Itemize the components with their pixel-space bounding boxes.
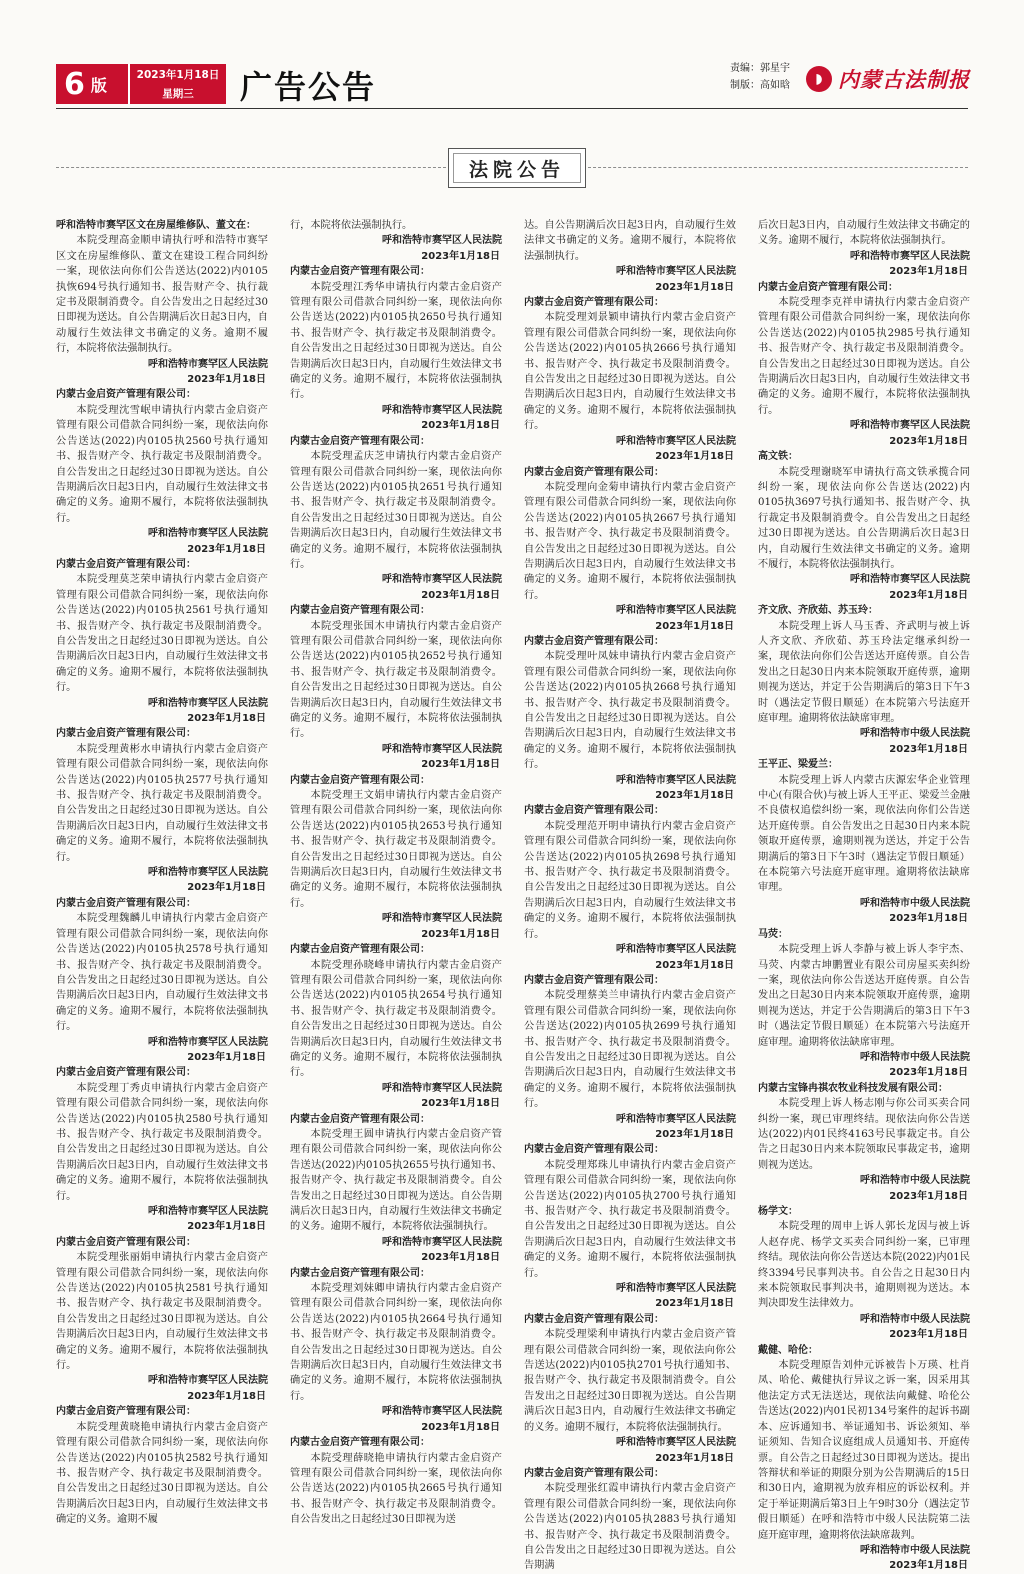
issue-date-box xyxy=(128,64,226,104)
notice-body: 后次日起3日内，自动履行生效法律文书确定的义务。逾期不履行，本院将依法强制执行。 xyxy=(758,220,970,247)
notice-date: 2023年1月18日 xyxy=(655,959,734,971)
notice-addressee: 内蒙古金启资产管理有限公司： xyxy=(290,605,430,617)
notice-addressee: 内蒙古金启资产管理有限公司： xyxy=(290,266,430,278)
notice-court: 呼和浩特市赛罕区人民法院 xyxy=(382,1082,502,1094)
page-number-badge xyxy=(56,64,128,104)
notice-date: 2023年1月18日 xyxy=(889,589,968,601)
notice-court: 呼和浩特市赛罕区人民法院 xyxy=(382,913,502,925)
notice-date: 2023年1月18日 xyxy=(421,759,500,771)
notice-court: 呼和浩特市中级人民法院 xyxy=(860,728,970,740)
notice-addressee: 内蒙古金启资产管理有限公司： xyxy=(524,1467,664,1479)
notice-body: 本院受理叶凤妹申请执行内蒙古金启资产管理有限公司借款合同纠纷一案，现依法向你公告送达(2022)内0105执2668号执行通知书、报告财产令、执行裁定书及限制消费令。自公告发出之日起经过30日即视为送达。自公告期满后次日起3日内，自动履行生效法律文书确定的义务。逾期不履行，本院将依法强制执行。 xyxy=(524,651,736,771)
court-notice xyxy=(290,264,502,433)
notice-addressee: 高文铁： xyxy=(758,451,798,463)
notice-court: 呼和浩特市赛罕区人民法院 xyxy=(382,1406,502,1418)
notice-body: 本院受理张红霞申请执行内蒙古金启资产管理有限公司借款合同纠纷一案，现依法向你公告送达(2022)内0105执2883号执行通知书、报告财产令、执行裁定书及限制消费令。自公告发出之日起经过30日即视为送达。自公告期满 xyxy=(524,1483,736,1572)
notice-court: 呼和浩特市赛罕区人民法院 xyxy=(616,1113,736,1125)
notice-addressee: 内蒙古金启资产管理有限公司： xyxy=(56,1406,196,1418)
court-notice xyxy=(758,449,970,603)
court-notice xyxy=(56,1404,268,1527)
notice-court: 呼和浩特市中级人民法院 xyxy=(860,1313,970,1325)
notice-date: 2023年1月18日 xyxy=(889,1560,968,1572)
notice-court: 呼和浩特市赛罕区人民法院 xyxy=(148,358,268,370)
notice-addressee: 内蒙古金启资产管理有限公司： xyxy=(758,281,898,293)
page-number: 6 xyxy=(64,66,85,102)
newspaper-logo xyxy=(806,62,986,96)
notice-court: 呼和浩特市赛罕区人民法院 xyxy=(382,743,502,755)
notice-court: 呼和浩特市赛罕区人民法院 xyxy=(616,944,736,956)
notice-date: 2023年1月18日 xyxy=(187,713,266,724)
notice-addressee: 内蒙古金启资产管理有限公司： xyxy=(56,1236,196,1248)
notice-date: 2023年1月18日 xyxy=(655,1452,734,1464)
notice-court: 呼和浩特市中级人民法院 xyxy=(860,1544,970,1556)
court-notice xyxy=(758,1081,970,1204)
notice-body: 行，本院将依法强制执行。 xyxy=(290,220,413,231)
court-notice xyxy=(290,942,502,1111)
notice-date: 2023年1月18日 xyxy=(187,1390,266,1402)
notice-date: 2023年1月18日 xyxy=(889,1067,968,1079)
producer-credit: 制版：高如晗 xyxy=(730,80,790,91)
notice-addressee: 内蒙古金启资产管理有限公司： xyxy=(290,435,430,447)
court-notice xyxy=(290,603,502,772)
notice-addressee: 内蒙古金启资产管理有限公司： xyxy=(524,1313,664,1325)
court-notice xyxy=(56,726,268,895)
notice-body: 本院受理王圆申请执行内蒙古金启资产管理有限公司借款合同纠纷一案，现依法向你公告送达(2022)内0105执2655号执行通知书、报告财产令、执行裁定书及限制消费令。自公告发出之日起经过30日即视为送达。自公告期满后次日起3日内，自动履行生效法律文书确定的义务。逾期不履行，本院将依法强制执行。 xyxy=(290,1128,502,1233)
notice-date: 2023年1月18日 xyxy=(655,620,734,632)
issue-date: 2023年1月18日 xyxy=(136,69,220,81)
notice-court: 呼和浩特市中级人民法院 xyxy=(860,897,970,909)
notice-body: 本院受理高金顺申请执行呼和浩特市赛罕区文在房屋维修队、董文在建设工程合同纠纷一案，现依法向你们公告送达(2022)内0105执恢694号执行通知书、报告财产令、执行裁定书及限制消费令。自公告发出之日起经过30日即视为送达。自公告期满后次日起3日内，自动履行生效法律文书确定的义务。逾期不履行，本院将依法强制执行。 xyxy=(56,235,268,355)
court-notice xyxy=(56,896,268,1065)
court-notice xyxy=(290,434,502,603)
notice-court: 呼和浩特市赛罕区人民法院 xyxy=(148,697,268,709)
notice-date: 2023年1月18日 xyxy=(655,1298,734,1310)
notice-court: 呼和浩特市赛罕区人民法院 xyxy=(616,774,736,786)
notice-date: 2023年1月18日 xyxy=(187,882,266,894)
notice-body: 本院受理丁秀贞申请执行内蒙古金启资产管理有限公司借款合同纠纷一案，现依法向你公告送达(2022)内0105执2580号执行通知书、报告财产令、执行裁定书及限制消费令。自公告发出之日起经过30日即视为送达。自公告期满后次日起3日内，自动履行生效法律文书确定的义务。逾期不履行，本院将依法强制执行。 xyxy=(56,1082,268,1202)
notice-addressee: 内蒙古金启资产管理有限公司： xyxy=(290,1267,430,1279)
court-notice xyxy=(758,1343,970,1574)
section-title: 广告公告 xyxy=(240,68,377,106)
column-1 xyxy=(56,218,268,1526)
notice-date: 2023年1月18日 xyxy=(187,1051,266,1063)
banner-divider-left xyxy=(56,167,446,168)
notice-body: 本院受理黄晓艳申请执行内蒙古金启资产管理有限公司借款合同纠纷一案，现依法向你公告送达(2022)内0105执2582号执行通知书、报告财产令、执行裁定书及限制消费令。自公告发出之日起经过30日即视为送达。自公告期满后次日起3日内，自动履行生效法律文书确定的义务。逾期不履 xyxy=(56,1421,268,1526)
court-notice-banner xyxy=(448,148,586,188)
notice-addressee: 内蒙古金启资产管理有限公司： xyxy=(56,389,196,401)
notice-body: 本院受理范开明申请执行内蒙古金启资产管理有限公司借款合同纠纷一案，现依法向你公告送达(2022)内0105执2698号执行通知书、报告财产令、执行裁定书及限制消费令。自公告发出之日起经过30日即视为送达。自公告期满后次日起3日内，自动履行生效法律文书确定的义务。逾期不履行，本院将依法强制执行。 xyxy=(524,820,736,940)
notice-court: 呼和浩特市赛罕区人民法院 xyxy=(382,1236,502,1248)
notice-body: 本院受理江秀华申请执行内蒙古金启资产管理有限公司借款合同纠纷一案，现依法向你公告送达(2022)内0105执2650号执行通知书、报告财产令、执行裁定书及限制消费令。自公告发出之日起经过30日即视为送达。自公告期满后次日起3日内，自动履行生效法律文书确定的义务。逾期不履行，本院将依法强制执行。 xyxy=(290,281,502,401)
banner-title: 法院公告 xyxy=(453,153,581,183)
notice-addressee: 内蒙古金启资产管理有限公司： xyxy=(290,1437,430,1449)
header-rule xyxy=(56,108,968,109)
notice-date: 2023年1月18日 xyxy=(889,1190,968,1202)
court-notice xyxy=(56,557,268,726)
notice-date: 2023年1月18日 xyxy=(889,266,968,278)
court-notice xyxy=(56,1065,268,1234)
court-notice xyxy=(524,295,736,464)
notice-body: 本院受理魏麟儿申请执行内蒙古金启资产管理有限公司借款合同纠纷一案，现依法向你公告送达(2022)内0105执2578号执行通知书、报告财产令、执行裁定书及限制消费令。自公告发出之日起经过30日即视为送达。自公告期满后次日起3日内，自动履行生效法律文书确定的义务。逾期不履行，本院将依法强制执行。 xyxy=(56,913,268,1033)
notice-body: 本院受理莫芝荣申请执行内蒙古金启资产管理有限公司借款合同纠纷一案，现依法向你公告送达(2022)内0105执2561号执行通知书、报告财产令、执行裁定书及限制消费令。自公告发出之日起经过30日即视为送达。自公告期满后次日起3日内，自动履行生效法律文书确定的义务。逾期不履行，本院将依法强制执行。 xyxy=(56,574,268,694)
notice-date: 2023年1月18日 xyxy=(421,1421,500,1433)
notice-body: 本院受理蔡美兰申请执行内蒙古金启资产管理有限公司借款合同纠纷一案，现依法向你公告送达(2022)内0105执2699号执行通知书、报告财产令、执行裁定书及限制消费令。自公告发出之日起经过30日即视为送达。自公告期满后次日起3日内，自动履行生效法律文书确定的义务。逾期不履行，本院将依法强制执行。 xyxy=(524,990,736,1110)
court-notice xyxy=(524,1142,736,1311)
notice-addressee: 内蒙古金启资产管理有限公司： xyxy=(524,297,664,309)
notice-body: 本院受理刘景颖申请执行内蒙古金启资产管理有限公司借款合同纠纷一案，现依法向你公告送达(2022)内0105执2666号执行通知书、报告财产令、执行裁定书及限制消费令。自公告发出之日起经过30日即视为送达。自公告期满后次日起3日内，自动履行生效法律文书确定的义务。逾期不履行，本院将依法强制执行。 xyxy=(524,312,736,432)
notice-body: 本院受理刘妹卿申请执行内蒙古金启资产管理有限公司借款合同纠纷一案，现依法向你公告送达(2022)内0105执2664号执行通知书、报告财产令、执行裁定书及限制消费令。自公告发出之日起经过30日即视为送达。自公告期满后次日起3日内，自动履行生效法律文书确定的义务。逾期不履行，本院将依法强制执行。 xyxy=(290,1283,502,1402)
court-notice xyxy=(758,280,970,449)
court-notice xyxy=(524,973,736,1142)
notice-date: 2023年1月18日 xyxy=(421,1252,500,1264)
notice-addressee: 内蒙古金启资产管理有限公司： xyxy=(524,805,664,817)
notice-addressee: 内蒙古金启资产管理有限公司： xyxy=(290,774,430,786)
court-notice xyxy=(758,603,970,757)
court-notice xyxy=(56,1235,268,1404)
court-notice xyxy=(524,218,736,295)
notice-body: 本院受理上诉人杨志刚与你公司买卖合同纠纷一案，现已审理终结。现依法向你公告送达(2022)内01民终4163号民事裁定书。自公告之日起30日内来本院领取民事裁定书，逾期则视为送达。 xyxy=(758,1098,970,1171)
notice-date: 2023年1月18日 xyxy=(421,589,500,601)
notice-body: 本院受理孟庆芝申请执行内蒙古金启资产管理有限公司借款合同纠纷一案，现依法向你公告送达(2022)内0105执2651号执行通知书、报告财产令、执行裁定书及限制消费令。自公告发出之日起经过30日即视为送达。自公告期满后次日起3日内，自动履行生效法律文书确定的义务。逾期不履行，本院将依法强制执行。 xyxy=(290,451,502,570)
issue-weekday: 星期三 xyxy=(162,88,194,100)
court-notice xyxy=(524,803,736,972)
notice-date: 2023年1月18日 xyxy=(187,1221,266,1233)
notice-date: 2023年1月18日 xyxy=(889,435,968,447)
editor-credit: 责编：郭星宇 xyxy=(730,63,790,74)
notice-court: 呼和浩特市赛罕区人民法院 xyxy=(382,235,502,247)
court-notice xyxy=(758,757,970,926)
notice-addressee: 内蒙古金启资产管理有限公司： xyxy=(290,1113,430,1125)
notice-date: 2023年1月18日 xyxy=(421,1098,500,1110)
notice-court: 呼和浩特市赛罕区人民法院 xyxy=(850,574,970,586)
notice-court: 呼和浩特市赛罕区人民法院 xyxy=(148,528,268,540)
masthead xyxy=(0,0,1024,140)
notice-addressee: 呼和浩特市赛罕区文在房屋维修队、董文在： xyxy=(56,220,256,231)
notice-addressee: 内蒙古宝锋冉祺农牧业科技发展有限公司： xyxy=(758,1082,948,1094)
court-notice xyxy=(56,218,268,387)
court-notice xyxy=(524,1466,736,1574)
notice-body: 本院受理郑珠儿申请执行内蒙古金启资产管理有限公司借款合同纠纷一案，现依法向你公告送达(2022)内0105执2700号执行通知书、报告财产令、执行裁定书及限制消费令。自公告发出之日起经过30日即视为送达。自公告期满后次日起3日内，自动履行生效法律文书确定的义务。逾期不履行，本院将依法强制执行。 xyxy=(524,1159,736,1279)
notice-body: 本院受理张国木申请执行内蒙古金启资产管理有限公司借款合同纠纷一案，现依法向你公告送达(2022)内0105执2652号执行通知书、报告财产令、执行裁定书及限制消费令。自公告发出之日起经过30日即视为送达。自公告期满后次日起3日内，自动履行生效法律文书确定的义务。逾期不履行，本院将依法强制执行。 xyxy=(290,620,502,740)
notice-body: 本院受理薛晓艳申请执行内蒙古金启资产管理有限公司借款合同纠纷一案，现依法向你公告送达(2022)内0105执2665号执行通知书、报告财产令、执行裁定书及限制消费令。自公告发出之日起经过30日即视为送 xyxy=(290,1452,502,1526)
notice-body: 本院受理上诉人内蒙古庆源宏华企业管理中心(有限合伙)与被上诉人王平正、梁爱兰金融不良债权追偿纠纷一案，现依法向你们公告送达开庭传票。自公告发出之日起30日内来本院领取开庭传票，逾期则视为送达，并定于公告期满后的第3日下午3时（遇法定节假日顺延）在本院第六号法庭开庭审理。逾期将依法缺席审理。 xyxy=(758,774,970,894)
court-notice xyxy=(524,634,736,803)
notice-body: 本院受理向金菊申请执行内蒙古金启资产管理有限公司借款合同纠纷一案，现依法向你公告送达(2022)内0105执2667号执行通知书、报告财产令、执行裁定书及限制消费令。自公告发出之日起经过30日即视为送达。自公告期满后次日起3日内，自动履行生效法律文书确定的义务。逾期不履行，本院将依法强制执行。 xyxy=(524,481,736,601)
court-notice xyxy=(290,1112,502,1266)
notice-body: 本院受理张丽娟申请执行内蒙古金启资产管理有限公司借款合同纠纷一案，现依法向你公告送达(2022)内0105执2581号执行通知书、报告财产令、执行裁定书及限制消费令。自公告发出之日起经过30日即视为送达。自公告期满后次日起3日内，自动履行生效法律文书确定的义务。逾期不履行，本院将依法强制执行。 xyxy=(56,1252,268,1372)
notice-court: 呼和浩特市赛罕区人民法院 xyxy=(616,605,736,617)
notice-body: 本院受理沈雪岷申请执行内蒙古金启资产管理有限公司借款合同纠纷一案，现依法向你公告送达(2022)内0105执2560号执行通知书、报告财产令、执行裁定书及限制消费令。自公告发出之日起经过30日即视为送达。自公告期满后次日起3日内，自动履行生效法律文书确定的义务。逾期不履行，本院将依法强制执行。 xyxy=(56,404,268,524)
logo-mark-icon: ◗ xyxy=(806,66,832,92)
notice-addressee: 戴健、哈伦： xyxy=(758,1344,818,1356)
notice-addressee: 内蒙古金启资产管理有限公司： xyxy=(290,944,430,956)
notice-addressee: 杨学文： xyxy=(758,1206,798,1217)
logo-text: 内蒙古法制报 xyxy=(838,67,970,92)
notice-court: 呼和浩特市赛罕区人民法院 xyxy=(382,404,502,416)
notice-date: 2023年1月18日 xyxy=(421,420,500,432)
notice-body: 达。自公告期满后次日起3日内，自动履行生效法律文书确定的义务。逾期不履行，本院将依法强制执行。 xyxy=(524,220,736,262)
notice-date: 2023年1月18日 xyxy=(421,928,500,940)
banner-divider-right xyxy=(588,167,968,168)
notice-date: 2023年1月18日 xyxy=(655,1128,734,1140)
notice-court: 呼和浩特市赛罕区人民法院 xyxy=(850,420,970,432)
editor-credits xyxy=(730,60,790,94)
notice-addressee: 内蒙古金启资产管理有限公司： xyxy=(56,897,196,909)
column-4 xyxy=(758,218,970,1572)
court-notice xyxy=(524,465,736,634)
court-notice xyxy=(56,387,268,556)
notice-date: 2023年1月18日 xyxy=(187,374,266,386)
notice-court: 呼和浩特市赛罕区人民法院 xyxy=(148,1375,268,1387)
page-label: 版 xyxy=(90,75,107,95)
column-3 xyxy=(524,218,736,1572)
notice-court: 呼和浩特市赛罕区人民法院 xyxy=(148,867,268,879)
notice-date: 2023年1月18日 xyxy=(655,281,734,293)
notice-addressee: 内蒙古金启资产管理有限公司： xyxy=(524,635,664,647)
notice-court: 呼和浩特市中级人民法院 xyxy=(860,1051,970,1063)
court-notice xyxy=(290,1266,502,1435)
notice-court: 呼和浩特市赛罕区人民法院 xyxy=(850,250,970,262)
notice-addressee: 内蒙古金启资产管理有限公司： xyxy=(524,1144,664,1156)
court-notice xyxy=(524,1312,736,1466)
notice-date: 2023年1月18日 xyxy=(655,451,734,463)
notice-body: 本院受理的周申上诉人郭长龙因与被上诉人赵存虎、杨学文买卖合同纠纷一案，已审理终结。现依法向你公告送达本院(2022)内01民终3394号民事判决书。自公告之日起30日内来本院领取民事判决书，逾期则视为送达。本判决即发生法律效力。 xyxy=(758,1221,970,1310)
notice-court: 呼和浩特市赛罕区人民法院 xyxy=(148,1036,268,1048)
notice-court: 呼和浩特市赛罕区人民法院 xyxy=(616,435,736,447)
notice-body: 本院受理上诉人李静与被上诉人李宇杰、马荧、内蒙古坤鹏置业有限公司房屋买卖纠纷一案，现依法向你公告送达开庭传票。自公告发出之日起30日内来本院领取开庭传票，逾期则视为送达，并定于公告期满后的第3日下午3时（遇法定节假日顺延）在本院第六号法庭开庭审理。逾期将依法缺席审理。 xyxy=(758,944,970,1048)
notice-addressee: 内蒙古金启资产管理有限公司： xyxy=(524,466,664,478)
notice-court: 呼和浩特市赛罕区人民法院 xyxy=(616,1437,736,1449)
notice-date: 2023年1月18日 xyxy=(655,790,734,802)
court-notice xyxy=(758,1204,970,1343)
court-notice xyxy=(758,927,970,1081)
notice-addressee: 内蒙古金启资产管理有限公司： xyxy=(56,558,196,570)
notice-body: 本院受理黄彬水申请执行内蒙古金启资产管理有限公司借款合同纠纷一案，现依法向你公告送达(2022)内0105执2577号执行通知书、报告财产令、执行裁定书及限制消费令。自公告发出之日起经过30日即视为送达。自公告期满后次日起3日内，自动履行生效法律文书确定的义务。逾期不履行，本院将依法强制执行。 xyxy=(56,743,268,863)
notice-body: 本院受理梁利申请执行内蒙古金启资产管理有限公司借款合同纠纷一案，现依法向你公告送达(2022)内0105执2701号执行通知书、报告财产令、执行裁定书及限制消费令。自公告发出之日起经过30日即视为送达。自公告期满后次日起3日内，自动履行生效法律文书确定的义务。逾期不履行，本院将依法强制执行。 xyxy=(524,1329,736,1433)
court-notice xyxy=(290,1435,502,1527)
notice-addressee: 齐文欣、齐欣茹、苏玉玲： xyxy=(758,605,878,617)
court-notice xyxy=(290,773,502,942)
notice-court: 呼和浩特市赛罕区人民法院 xyxy=(148,1206,268,1217)
notice-body: 本院受理孙晓峰申请执行内蒙古金启资产管理有限公司借款合同纠纷一案，现依法向你公告送达(2022)内0105执2654号执行通知书、报告财产令、执行裁定书及限制消费令。自公告发出之日起经过30日即视为送达。自公告期满后次日起3日内，自动履行生效法律文书确定的义务。逾期不履行，本院将依法强制执行。 xyxy=(290,959,502,1079)
notice-body: 本院受理上诉人马玉香、齐武明与被上诉人齐文欣、齐欣茹、苏玉玲法定继承纠纷一案，现依法向你们公告送达开庭传票。自公告发出之日起30日内来本院领取开庭传票，逾期则视为送达，并定于公告期满后的第3日下午3时（遇法定节假日顺延）在本院第六号法庭开庭审理。逾期将依法缺席审理。 xyxy=(758,620,970,724)
notice-addressee: 马荧： xyxy=(758,928,788,940)
notice-date: 2023年1月18日 xyxy=(421,250,500,262)
notice-date: 2023年1月18日 xyxy=(889,1329,968,1341)
notice-date: 2023年1月18日 xyxy=(889,743,968,755)
notice-body: 本院受理原告刘仲元诉被告卜万瑛、杜肖凤、哈伦、戴健执行异议之诉一案，因采用其他法定方式无法送达，现依法向戴健、哈伦公告送达(2022)内01民初134号案件的起诉书副本、应诉通知书、举证通知书、诉讼须知、举证须知、告知合议庭组成人员通知书、开庭传票。自公告之日起经过30日即视为送达。提出答辩状和举证的期限分别为公告期满后的15日和30日内，逾期视为放弃相应的诉讼权利。并定于举证期满后第3日上午9时30分（遇法定节假日顺延）在呼和浩特市中级人民法院第二法庭开庭审理，逾期将依法缺席裁判。 xyxy=(758,1360,970,1541)
notice-date: 2023年1月18日 xyxy=(187,543,266,555)
column-2 xyxy=(290,218,502,1526)
notice-court: 呼和浩特市赛罕区人民法院 xyxy=(616,1283,736,1295)
court-notice xyxy=(290,218,502,264)
notice-court: 呼和浩特市中级人民法院 xyxy=(860,1175,970,1187)
notice-columns xyxy=(56,218,972,1572)
notice-body: 本院受理谢晓军申请执行高文铁承揽合同纠纷一案，现依法向你公告送达(2022)内0105执3697号执行通知书、报告财产令、执行裁定书及限制消费令。自公告发出之日起经过30日即视为送达。自公告期满后次日起3日内，自动履行生效法律文书确定的义务。逾期不履行，本院将依法强制执行。 xyxy=(758,466,970,570)
notice-addressee: 内蒙古金启资产管理有限公司： xyxy=(56,728,196,740)
notice-body: 本院受理李克祥申请执行内蒙古金启资产管理有限公司借款合同纠纷一案，现依法向你公告送达(2022)内0105执2985号执行通知书、报告财产令、执行裁定书及限制消费令。自公告发出之日起经过30日即视为送达。自公告期满后次日起3日内，自动履行生效法律文书确定的义务。逾期不履行，本院将依法强制执行。 xyxy=(758,297,970,416)
court-notice xyxy=(758,218,970,280)
notice-addressee: 内蒙古金启资产管理有限公司： xyxy=(56,1067,196,1079)
notice-addressee: 王平正、梁爱兰： xyxy=(758,759,838,771)
notice-addressee: 内蒙古金启资产管理有限公司： xyxy=(524,974,664,986)
notice-body: 本院受理王文娟申请执行内蒙古金启资产管理有限公司借款合同纠纷一案，现依法向你公告送达(2022)内0105执2653号执行通知书、报告财产令、执行裁定书及限制消费令。自公告发出之日起经过30日即视为送达。自公告期满后次日起3日内，自动履行生效法律文书确定的义务。逾期不履行，本院将依法强制执行。 xyxy=(290,790,502,909)
notice-court: 呼和浩特市赛罕区人民法院 xyxy=(616,266,736,278)
notice-court: 呼和浩特市赛罕区人民法院 xyxy=(382,574,502,586)
notice-date: 2023年1月18日 xyxy=(889,913,968,925)
